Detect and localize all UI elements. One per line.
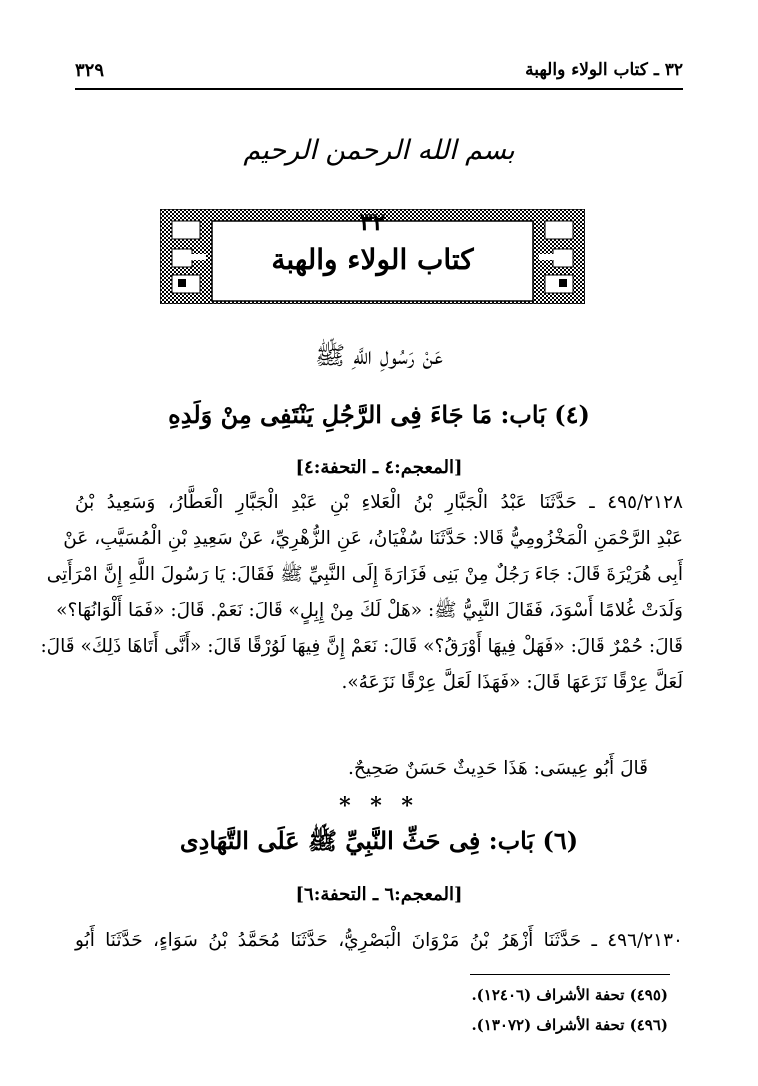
- section-heading-6: (٦) بَاب: فِى حَثِّ النَّبِيِّ ﷺ عَلَى التَّهَادِى: [179, 826, 579, 855]
- footnote: (٤٩٥) تحفة الأشراف (١٢٤٠٦).: [471, 986, 668, 1004]
- header-rule: [75, 88, 683, 90]
- chapter-number: ٣٢: [359, 207, 386, 236]
- section-reference-6: [المعجم:٦ ـ التحفة:٦]: [295, 884, 463, 905]
- hadith-line: وَلَدَتْ غُلامًا أَسْوَدَ، فَقَالَ النَّبِيُّ ﷺ: «هَلْ لَكَ مِنْ إِبِلٍ» قَالَ: نَعَمْ. قَالَ: «فَمَا أَلْوَانُهَا؟»: [56, 600, 683, 621]
- page-number: ٣٢٩: [75, 60, 105, 81]
- section-heading-4: (٤) بَاب: مَا جَاءَ فِى الرَّجُلِ يَنْتَفِى مِنْ وَلَدِهِ: [168, 400, 590, 429]
- hadith-line: ٤٩٥/٢١٢٨ ـ حَدَّثَنَا عَبْدُ الْجَبَّارِ بْنُ الْعَلاءِ بْنِ عَبْدِ الْجَبَّارِ الْعَطَّارُ، وَسَعِيدُ بْنُ: [75, 492, 683, 513]
- hadith-line: قَالَ: حُمْرٌ قَالَ: «فَهَلْ فِيهَا أَوْرَقُ؟» قَالَ: نَعَمْ إِنَّ فِيهَا لَوُرْقًا قَالَ: «أَنَّى أَتَاهَا ذَلِكَ» قَالَ:: [40, 636, 683, 657]
- section-separator: * * *: [339, 793, 419, 819]
- chapter-banner: [160, 209, 585, 304]
- hadith-line: عَبْدِ الرَّحْمَنِ الْمَخْزُومِيُّ قَالا: حَدَّثَنَا سُفْيَانُ، عَنِ الزُّهْرِيِّ، عَنْ سَعِيدِ بْنِ الْمُسَيَّبِ، عَنْ: [63, 528, 683, 549]
- footnote: (٤٩٦) تحفة الأشراف (١٣٠٧٢).: [471, 1016, 668, 1034]
- basmala-calligraphy: بسم الله الرحمن الرحيم: [243, 135, 515, 166]
- footnote-rule: [470, 974, 670, 975]
- hadith-line: لَعَلَّ عِرْقًا نَزَعَهَا قَالَ: «فَهَذَا لَعَلَّ عِرْقًا نَزَعَهُ».: [341, 672, 683, 693]
- prophet-line: عَنْ رَسُولِ اللَّهِ ﷺ: [315, 341, 443, 370]
- hadith-line: أَبِى هُرَيْرَةَ قَالَ: جَاءَ رَجُلٌ مِنْ بَنِى فَزَارَةَ إِلَى النَّبِيِّ ﷺ فَقَالَ: يَا رَسُولَ اللَّهِ إِنَّ امْرَأَتِى: [46, 564, 683, 585]
- running-header: [75, 58, 683, 88]
- hadith-line: ٤٩٦/٢١٣٠ ـ حَدَّثَنَا أَزْهَرُ بْنُ مَرْوَانَ الْبَصْرِيُّ، حَدَّثَنَا مُحَمَّدُ بْنُ سَوَاءٍ، حَدَّثَنَا أَبُو: [75, 930, 683, 951]
- author-comment: قَالَ أَبُو عِيسَى: هَذَا حَدِيثٌ حَسَنٌ صَحِيحٌ.: [348, 758, 648, 779]
- section-reference-4: [المعجم:٤ ـ التحفة:٤]: [295, 457, 463, 478]
- running-header-title: ٣٢ ـ كتاب الولاء والهبة: [525, 60, 683, 80]
- chapter-title: كتاب الولاء والهبة: [271, 243, 474, 276]
